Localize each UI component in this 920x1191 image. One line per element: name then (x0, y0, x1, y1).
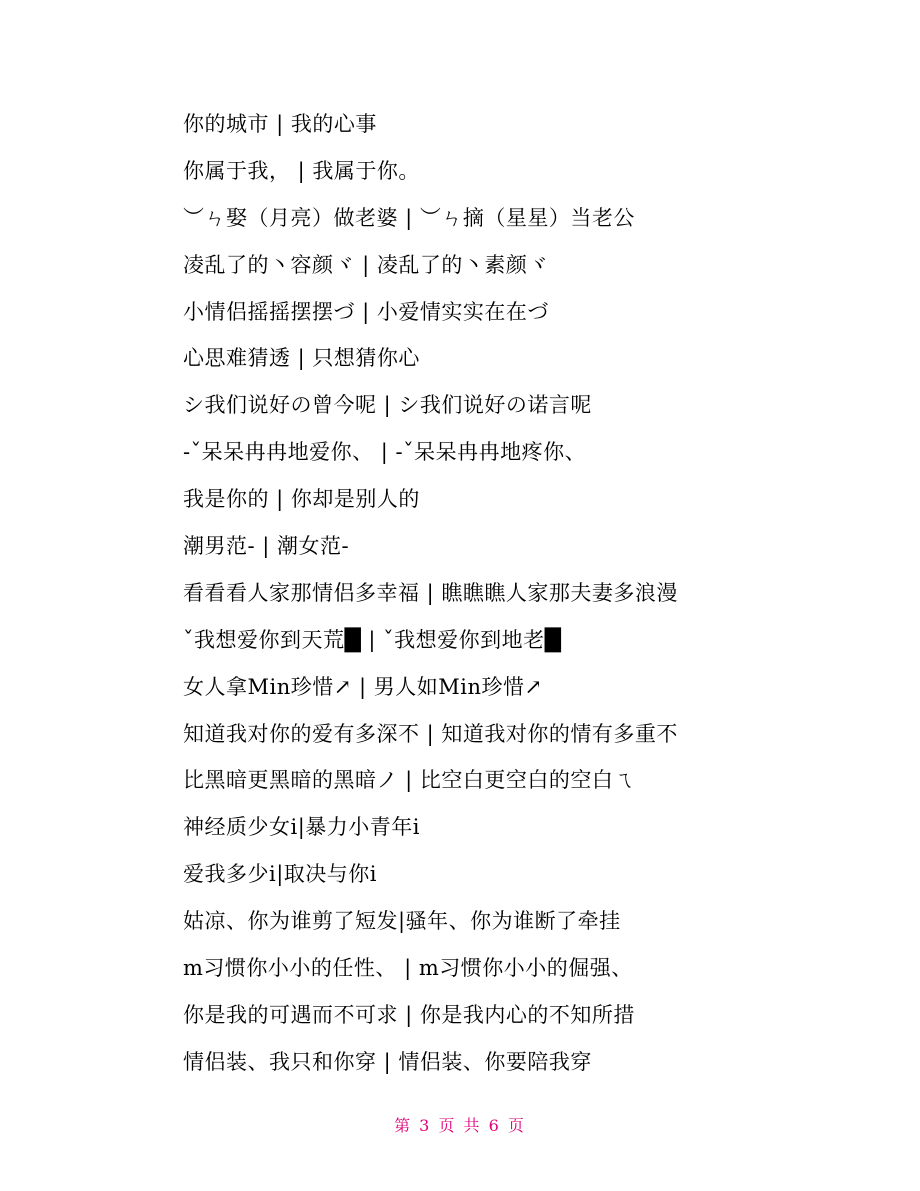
page-number-footer: 第 3 页 共 6 页 (394, 1116, 526, 1135)
text-line: -ˇ呆呆冉冉地爱你、 | -ˇ呆呆冉冉地疼你、 (183, 440, 587, 465)
text-body (183, 106, 783, 1091)
text-line: 你的城市 | 我的心事 (183, 112, 377, 136)
text-line: シ我们说好の曾今呢 | シ我们说好の诺言呢 (183, 393, 592, 418)
text-line: 我是你的 | 你却是别人的 (183, 487, 420, 512)
text-line: 潮男范- | 潮女范- (183, 534, 350, 559)
text-line: 凌乱了的丶容颜ヾ | 凌乱了的丶素颜ヾ (183, 252, 549, 277)
text-line: m习惯你小小的任性、 | m习惯你小小的倔强、 (183, 956, 633, 981)
text-line: 比黑暗更黑暗的黑暗ノ | 比空白更空白的空白ㄟ (183, 768, 635, 793)
text-line: ˇ我想爱你到天荒█ | ˇ我想爱你到地老█ (183, 627, 562, 652)
text-line: 你属于我， | 我属于你。 (183, 158, 420, 183)
text-line: 情侣装、我只和你穿 | 情侣装、你要陪我穿 (183, 1049, 592, 1074)
text-line: 小情侣摇摇摆摆づ | 小爱情实实在在づ (183, 299, 549, 324)
text-line: 看看看人家那情侣多幸福 | 瞧瞧瞧人家那夫妻多浪漫 (183, 580, 678, 605)
text-line: 姑凉、你为谁剪了短发|骚年、你为谁断了牵挂 (183, 909, 621, 934)
text-line: 心思难猜透 | 只想猜你心 (183, 346, 420, 371)
text-line: 爱我多少i|取决与你i (183, 862, 378, 887)
text-line: 女人拿Min珍惜↗ | 男人如Min珍惜↗ (183, 674, 543, 699)
text-line: 你是我的可遇而不可求 | 你是我内心的不知所措 (183, 1002, 635, 1027)
text-line: 知道我对你的爱有多深不 | 知道我对你的情有多重不 (183, 721, 678, 746)
text-line: 神经质少女i|暴力小青年i (183, 815, 421, 840)
text-line: ︶ㄣ娶（月亮）做老婆 | ︶ㄣ摘（星星）当老公 (183, 205, 635, 230)
